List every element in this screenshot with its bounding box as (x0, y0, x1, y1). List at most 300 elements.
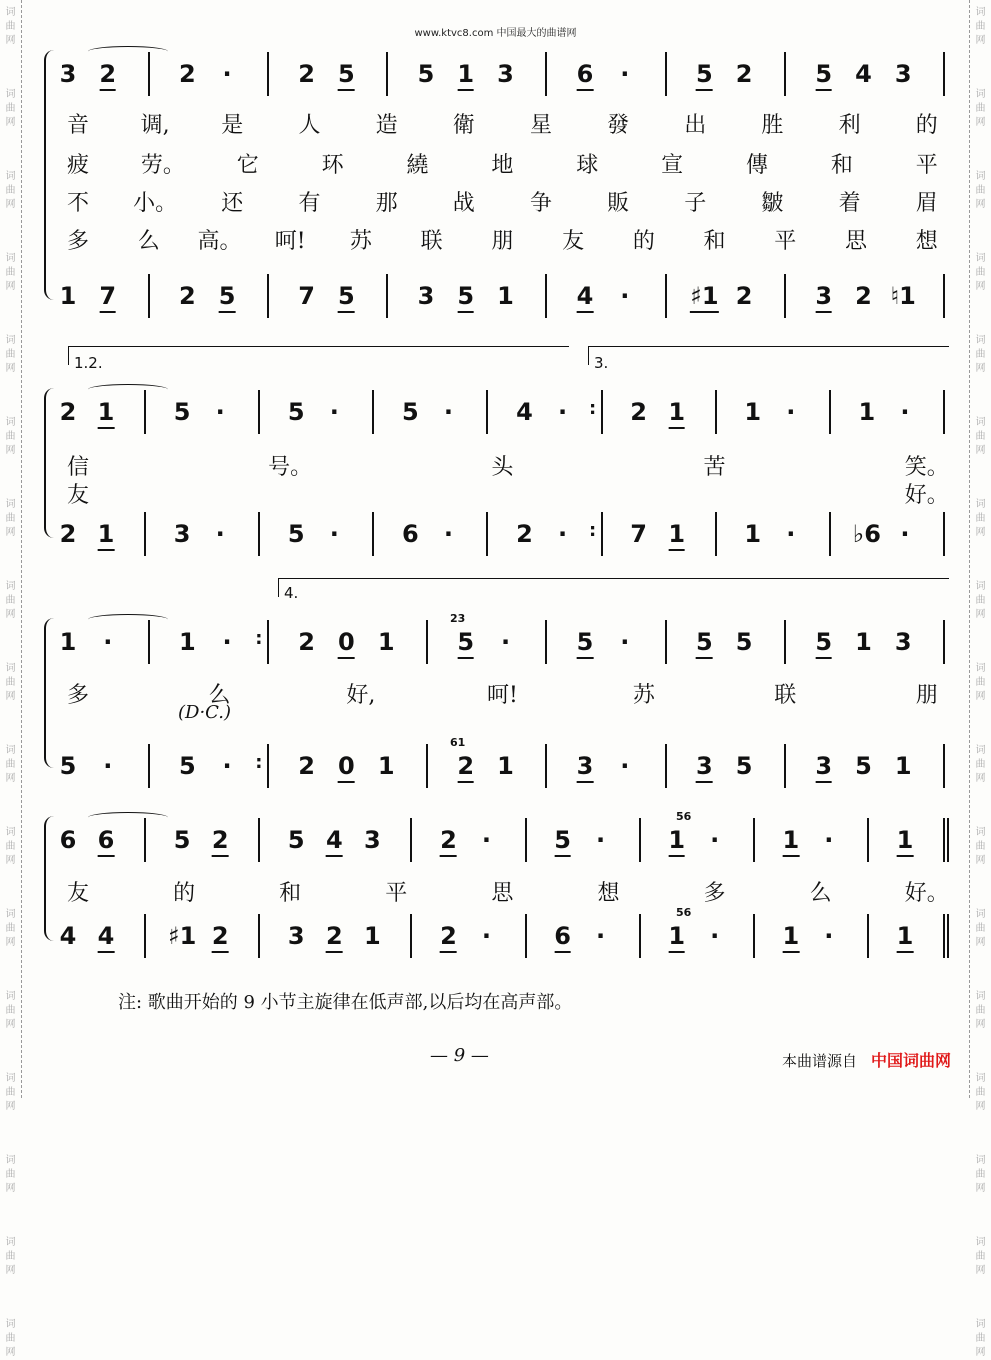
note: 1 (59, 282, 77, 310)
note: 2 (855, 282, 872, 310)
note: 1 (782, 826, 799, 857)
note: 2 (298, 60, 315, 88)
duration-dot: · (710, 826, 720, 854)
note: 5 (287, 826, 305, 854)
barline (525, 818, 527, 862)
lower-voice (48, 282, 948, 342)
barline (148, 52, 150, 96)
lyric-syllable: 笑。 (904, 455, 949, 480)
lyric-syllable: 头 (491, 455, 514, 480)
lyric-syllable: 疲 (66, 153, 90, 178)
lyric-syllable: 不 (66, 191, 90, 216)
note: 2 (440, 922, 457, 953)
note: 5 (173, 398, 191, 426)
duration-dot: · (215, 520, 225, 548)
note: 5 (287, 520, 305, 548)
da-capo-mark: (D·C.) (178, 702, 232, 723)
volta-bracket (588, 346, 949, 365)
lyric-syllable: 好。 (904, 483, 949, 508)
barline (639, 914, 641, 958)
barline (753, 914, 755, 958)
barline (386, 274, 388, 318)
note: 4 (577, 282, 594, 313)
barline (867, 818, 869, 862)
lower-voice (48, 520, 948, 580)
barline (144, 914, 146, 958)
barline (144, 512, 146, 556)
note: 6 (98, 826, 115, 857)
lyric-syllable: 平 (915, 153, 938, 178)
note: 5 (219, 282, 236, 313)
barline (665, 52, 667, 96)
note: 5 (735, 752, 753, 780)
volta-label-4: 4. (284, 584, 299, 602)
watermark-text: 词 曲 网 (975, 581, 986, 620)
barline (784, 620, 786, 664)
lyric-syllable: 宣 (661, 153, 684, 178)
note: 2 (99, 60, 116, 91)
watermark-text: 词 曲 网 (975, 253, 986, 292)
note: 6 (577, 60, 594, 91)
note: 2 (735, 282, 753, 310)
note: 2 (735, 60, 753, 88)
lyric-syllable: 思 (845, 229, 868, 254)
note: 1 (98, 398, 115, 429)
lyric-syllable: 眉 (915, 191, 938, 216)
lyric-syllable: 号。 (268, 455, 313, 480)
page-number: — 9 — (430, 1045, 489, 1066)
watermark-text: 词 曲 网 (5, 253, 16, 292)
lyric-syllable: 苦 (703, 455, 726, 480)
watermark-text: 词 曲 网 (975, 1073, 986, 1112)
lyric-syllable: 好。 (904, 881, 949, 906)
lower-voice (48, 752, 948, 812)
note: 5 (815, 628, 832, 659)
duration-dot: · (824, 922, 834, 950)
barline (715, 390, 717, 434)
lyric-syllable: 呵! (486, 683, 518, 708)
duration-dot: · (620, 60, 630, 88)
note: 1 (457, 60, 474, 91)
barline (426, 620, 428, 664)
lyric-syllable: 販 (607, 191, 630, 216)
volta-label-3: 3. (594, 354, 609, 372)
header-url: www.ktvc8.com 中国最大的曲谱网 (414, 28, 577, 39)
lyric-syllable: 高。 (197, 229, 242, 254)
note: ♯1 (690, 282, 718, 313)
note: 2 (178, 60, 196, 88)
barline (144, 390, 146, 434)
duration-dot: · (103, 752, 113, 780)
lyric-syllable: 人 (298, 113, 321, 138)
barline (258, 818, 260, 862)
lyric-syllable: 苏 (632, 683, 655, 708)
lyric-syllable: 调, (140, 113, 170, 138)
duration-dot: · (710, 922, 720, 950)
barline (258, 390, 260, 434)
note: 1 (744, 520, 762, 548)
right-watermark-strip (969, 0, 991, 1358)
lyric-syllable: 造 (375, 113, 398, 138)
lyric-syllable: 是 (221, 113, 244, 138)
note: 5 (735, 628, 753, 656)
repeat-barline (601, 390, 603, 434)
lyric-syllable: 环 (321, 153, 344, 178)
barline (867, 914, 869, 958)
note: 3 (815, 282, 832, 313)
barline (372, 512, 374, 556)
note: 2 (178, 282, 196, 310)
lyric-syllable: 和 (279, 881, 302, 906)
note: 5 (457, 628, 474, 659)
note: 2 (298, 628, 315, 656)
final-barline (943, 914, 945, 958)
watermark-text: 词 曲 网 (975, 89, 986, 128)
lyric-syllable: 么 (809, 881, 832, 906)
tie-arc (88, 46, 168, 57)
note: 5 (402, 398, 419, 426)
lyric-syllable: 信 (66, 455, 90, 480)
note: 2 (59, 520, 77, 548)
note: 5 (178, 752, 196, 780)
lyric-syllable: 它 (236, 153, 259, 178)
barline (784, 744, 786, 788)
note: 1 (668, 520, 685, 551)
duration-dot: · (620, 282, 630, 310)
tie-arc (88, 384, 168, 395)
tie-arc (88, 812, 168, 823)
barline (525, 914, 527, 958)
lyric-syllable: 和 (830, 153, 853, 178)
barline (144, 818, 146, 862)
barline (267, 52, 269, 96)
note: 1 (782, 922, 799, 953)
left-watermark-strip (0, 0, 22, 1358)
note: 1 (98, 520, 115, 551)
watermark-text: 词 曲 网 (975, 745, 986, 784)
note: 1 (668, 922, 685, 953)
note: 4 (855, 60, 872, 88)
barline (372, 390, 374, 434)
duration-dot: · (620, 628, 630, 656)
barline (545, 620, 547, 664)
barline (545, 274, 547, 318)
lyric-syllable: 想 (915, 229, 938, 254)
barline (943, 390, 945, 434)
note: 1 (668, 398, 685, 429)
lyric-syllable: 多 (66, 683, 90, 708)
duration-dot: · (443, 520, 453, 548)
barline (267, 274, 269, 318)
lyric-syllable: 的 (632, 229, 655, 254)
lyric-syllable: 皺 (761, 191, 784, 216)
watermark-text: 词 曲 网 (5, 581, 16, 620)
note: 5 (457, 282, 474, 313)
barline (426, 744, 428, 788)
note: 2 (212, 922, 229, 953)
note: ♯1 (167, 922, 197, 950)
lyric-syllable: 朋 (491, 229, 514, 254)
upper-voice (48, 398, 948, 458)
note: 6 (59, 826, 77, 854)
note: 3 (894, 628, 912, 656)
note: 1 (377, 752, 395, 780)
volta-bracket (68, 346, 569, 365)
note: 1 (855, 628, 872, 656)
note: 5 (338, 282, 355, 313)
note: 3 (417, 282, 435, 310)
volta-bracket (278, 578, 949, 597)
barline (753, 818, 755, 862)
barline (784, 52, 786, 96)
lyric-syllable: 星 (529, 113, 552, 138)
note: 1 (897, 826, 914, 857)
watermark-text: 词 曲 网 (5, 1237, 16, 1276)
duration-dot: · (900, 398, 910, 426)
duration-dot: · (222, 752, 232, 780)
lyric-syllable: 友 (562, 229, 585, 254)
lyric-syllable: 友 (66, 881, 90, 906)
source-credit (782, 1048, 951, 1071)
watermark-text: 词 曲 网 (975, 335, 986, 374)
watermark-text: 词 曲 网 (5, 991, 16, 1030)
note: 1 (668, 826, 685, 857)
watermark-text: 词 曲 网 (5, 1155, 16, 1194)
watermark-text: 词 曲 网 (975, 1319, 986, 1358)
lyric-syllable: 衛 (452, 113, 475, 138)
watermark-text: 词 曲 网 (5, 335, 16, 374)
note: 1 (744, 398, 762, 426)
lyric-syllable: 球 (576, 153, 599, 178)
lyric-syllable: 平 (774, 229, 797, 254)
repeat-barline (601, 512, 603, 556)
note: 1 (858, 398, 876, 426)
lyric-syllable: 胜 (761, 113, 784, 138)
lyric-syllable: 多 (703, 881, 726, 906)
watermark-text: 词 曲 网 (975, 909, 986, 948)
lyric-syllable: 傳 (745, 153, 769, 178)
note: 3 (173, 520, 191, 548)
watermark-text: 词 曲 网 (975, 417, 986, 456)
note: 1 (178, 628, 196, 656)
watermark-text: 词 曲 网 (5, 1073, 16, 1112)
duration-dot: · (481, 922, 492, 950)
note: 4 (59, 922, 77, 950)
note: 1 (363, 922, 381, 950)
lyric-syllable: 么 (137, 229, 160, 254)
note: 7 (99, 282, 116, 313)
lyric-syllable: 战 (452, 191, 475, 216)
barline (829, 390, 831, 434)
duration-dot: · (620, 752, 630, 780)
watermark-text: 词 曲 网 (975, 499, 986, 538)
watermark-text: 词 曲 网 (975, 991, 986, 1030)
note: 1 (377, 628, 395, 656)
lyric-syllable: 出 (684, 113, 707, 138)
barline (545, 52, 547, 96)
lyric-syllable: 地 (491, 153, 514, 178)
note: 3 (577, 752, 594, 783)
duration-dot: · (329, 520, 339, 548)
lyric-syllable: 發 (607, 113, 630, 138)
note: 5 (173, 826, 191, 854)
barline (486, 390, 488, 434)
lyric-syllable: 繞 (406, 153, 429, 178)
barline (486, 512, 488, 556)
duration-dot: · (103, 628, 113, 656)
duration-dot: · (329, 398, 339, 426)
watermark-text: 词 曲 网 (5, 909, 16, 948)
lyric-syllable: 多 (66, 229, 90, 254)
note: 5 (338, 60, 355, 91)
note: 0 (338, 752, 355, 783)
note: 2 (59, 398, 77, 426)
note: 3 (497, 60, 514, 88)
watermark-text: 词 曲 网 (5, 417, 16, 456)
barline (943, 744, 945, 788)
note: 5 (696, 60, 713, 91)
barline (258, 512, 260, 556)
lyric-syllable: 联 (420, 229, 443, 254)
lyric-syllable: 子 (684, 191, 707, 216)
repeat-dots: : (255, 628, 263, 649)
note: 5 (696, 628, 713, 659)
barline (829, 512, 831, 556)
note: 0 (338, 628, 355, 659)
barline (943, 52, 945, 96)
lyric-syllable: 音 (66, 113, 90, 138)
note: 5 (577, 628, 594, 659)
note: ♭6 (852, 520, 881, 548)
grace-note-upper: 23 (450, 612, 466, 625)
lyric-syllable: 朋 (915, 683, 938, 708)
barline (410, 914, 412, 958)
note: 2 (326, 922, 343, 953)
barline (665, 620, 667, 664)
watermark-text: 词 曲 网 (975, 171, 986, 210)
barline (665, 744, 667, 788)
barline (943, 274, 945, 318)
lyric-syllable: 思 (491, 881, 514, 906)
note: 2 (516, 520, 533, 548)
watermark-text: 词 曲 网 (5, 827, 16, 866)
repeat-barline (267, 620, 269, 664)
note: 2 (440, 826, 457, 857)
lyric-syllable: 么 (208, 683, 231, 708)
watermark-text: 词 曲 网 (5, 1319, 16, 1358)
lyric-syllable: 利 (838, 113, 861, 138)
duration-dot: · (481, 826, 492, 854)
duration-dot: · (443, 398, 453, 426)
note: 4 (516, 398, 533, 426)
duration-dot: · (900, 520, 910, 548)
barline (715, 512, 717, 556)
watermark-text: 词 曲 网 (5, 171, 16, 210)
note: 5 (815, 60, 832, 91)
note: 1 (897, 922, 914, 953)
duration-dot: · (786, 520, 796, 548)
source-site: 中国词曲网 (870, 1051, 951, 1070)
note: 5 (287, 398, 305, 426)
note: 3 (59, 60, 77, 88)
barline (258, 914, 260, 958)
upper-voice (48, 60, 948, 120)
watermark-text: 词 曲 网 (975, 663, 986, 702)
lyric-syllable: 小。 (133, 191, 178, 216)
lyric-syllable: 着 (838, 191, 861, 216)
lyric-syllable: 的 (915, 113, 938, 138)
barline (639, 818, 641, 862)
barline (386, 52, 388, 96)
lower-voice (48, 922, 948, 982)
watermark-text: 词 曲 网 (5, 7, 16, 46)
duration-dot: · (222, 60, 232, 88)
barline (545, 744, 547, 788)
note: 1 (497, 752, 514, 780)
duration-dot: · (824, 826, 834, 854)
barline (943, 620, 945, 664)
note: 1 (59, 628, 77, 656)
barline (148, 274, 150, 318)
final-barline (943, 818, 945, 862)
note: 2 (212, 826, 229, 857)
repeat-dots: : (588, 398, 597, 419)
note: 3 (894, 60, 912, 88)
note: ♮1 (890, 282, 916, 310)
watermark-text: 词 曲 网 (5, 663, 16, 702)
note: 3 (696, 752, 713, 783)
duration-dot: · (558, 520, 568, 548)
barline (784, 274, 786, 318)
duration-dot: · (596, 922, 606, 950)
lyric-syllable: 好, (346, 683, 376, 708)
lyric-syllable: 那 (375, 191, 398, 216)
watermark-text: 词 曲 网 (5, 499, 16, 538)
barline (148, 620, 150, 664)
note: 1 (497, 282, 514, 310)
repeat-dots: : (255, 752, 263, 773)
note: 5 (417, 60, 435, 88)
barline (665, 274, 667, 318)
footnote: 注: 歌曲开始的 9 小节主旋律在低声部,以后均在高声部。 (118, 992, 573, 1013)
duration-dot: · (786, 398, 796, 426)
grace-note-upper: 56 (676, 810, 692, 823)
watermark-text: 词 曲 网 (5, 745, 16, 784)
lyric-syllable: 苏 (349, 229, 372, 254)
grace-note-lower: 61 (450, 736, 466, 749)
duration-dot: · (558, 398, 568, 426)
note: 3 (363, 826, 381, 854)
watermark-text: 词 曲 网 (975, 1237, 986, 1276)
note: 3 (287, 922, 305, 950)
lyric-syllable: 劳。 (140, 153, 185, 178)
lyric-syllable: 联 (774, 683, 797, 708)
lyric-syllable: 呵! (274, 229, 306, 254)
source-label: 本曲谱源自 (781, 1052, 857, 1070)
lyric-syllable: 争 (529, 191, 552, 216)
lyric-syllable: 还 (221, 191, 244, 216)
note: 4 (98, 922, 115, 953)
lyric-syllable: 友 (66, 483, 90, 508)
grace-note-lower: 56 (676, 906, 692, 919)
note: 7 (298, 282, 315, 310)
lyric-syllable: 和 (703, 229, 726, 254)
note: 1 (894, 752, 912, 780)
barline (148, 744, 150, 788)
tie-arc (88, 614, 168, 625)
note: 2 (457, 752, 474, 783)
watermark-text: 词 曲 网 (975, 7, 986, 46)
